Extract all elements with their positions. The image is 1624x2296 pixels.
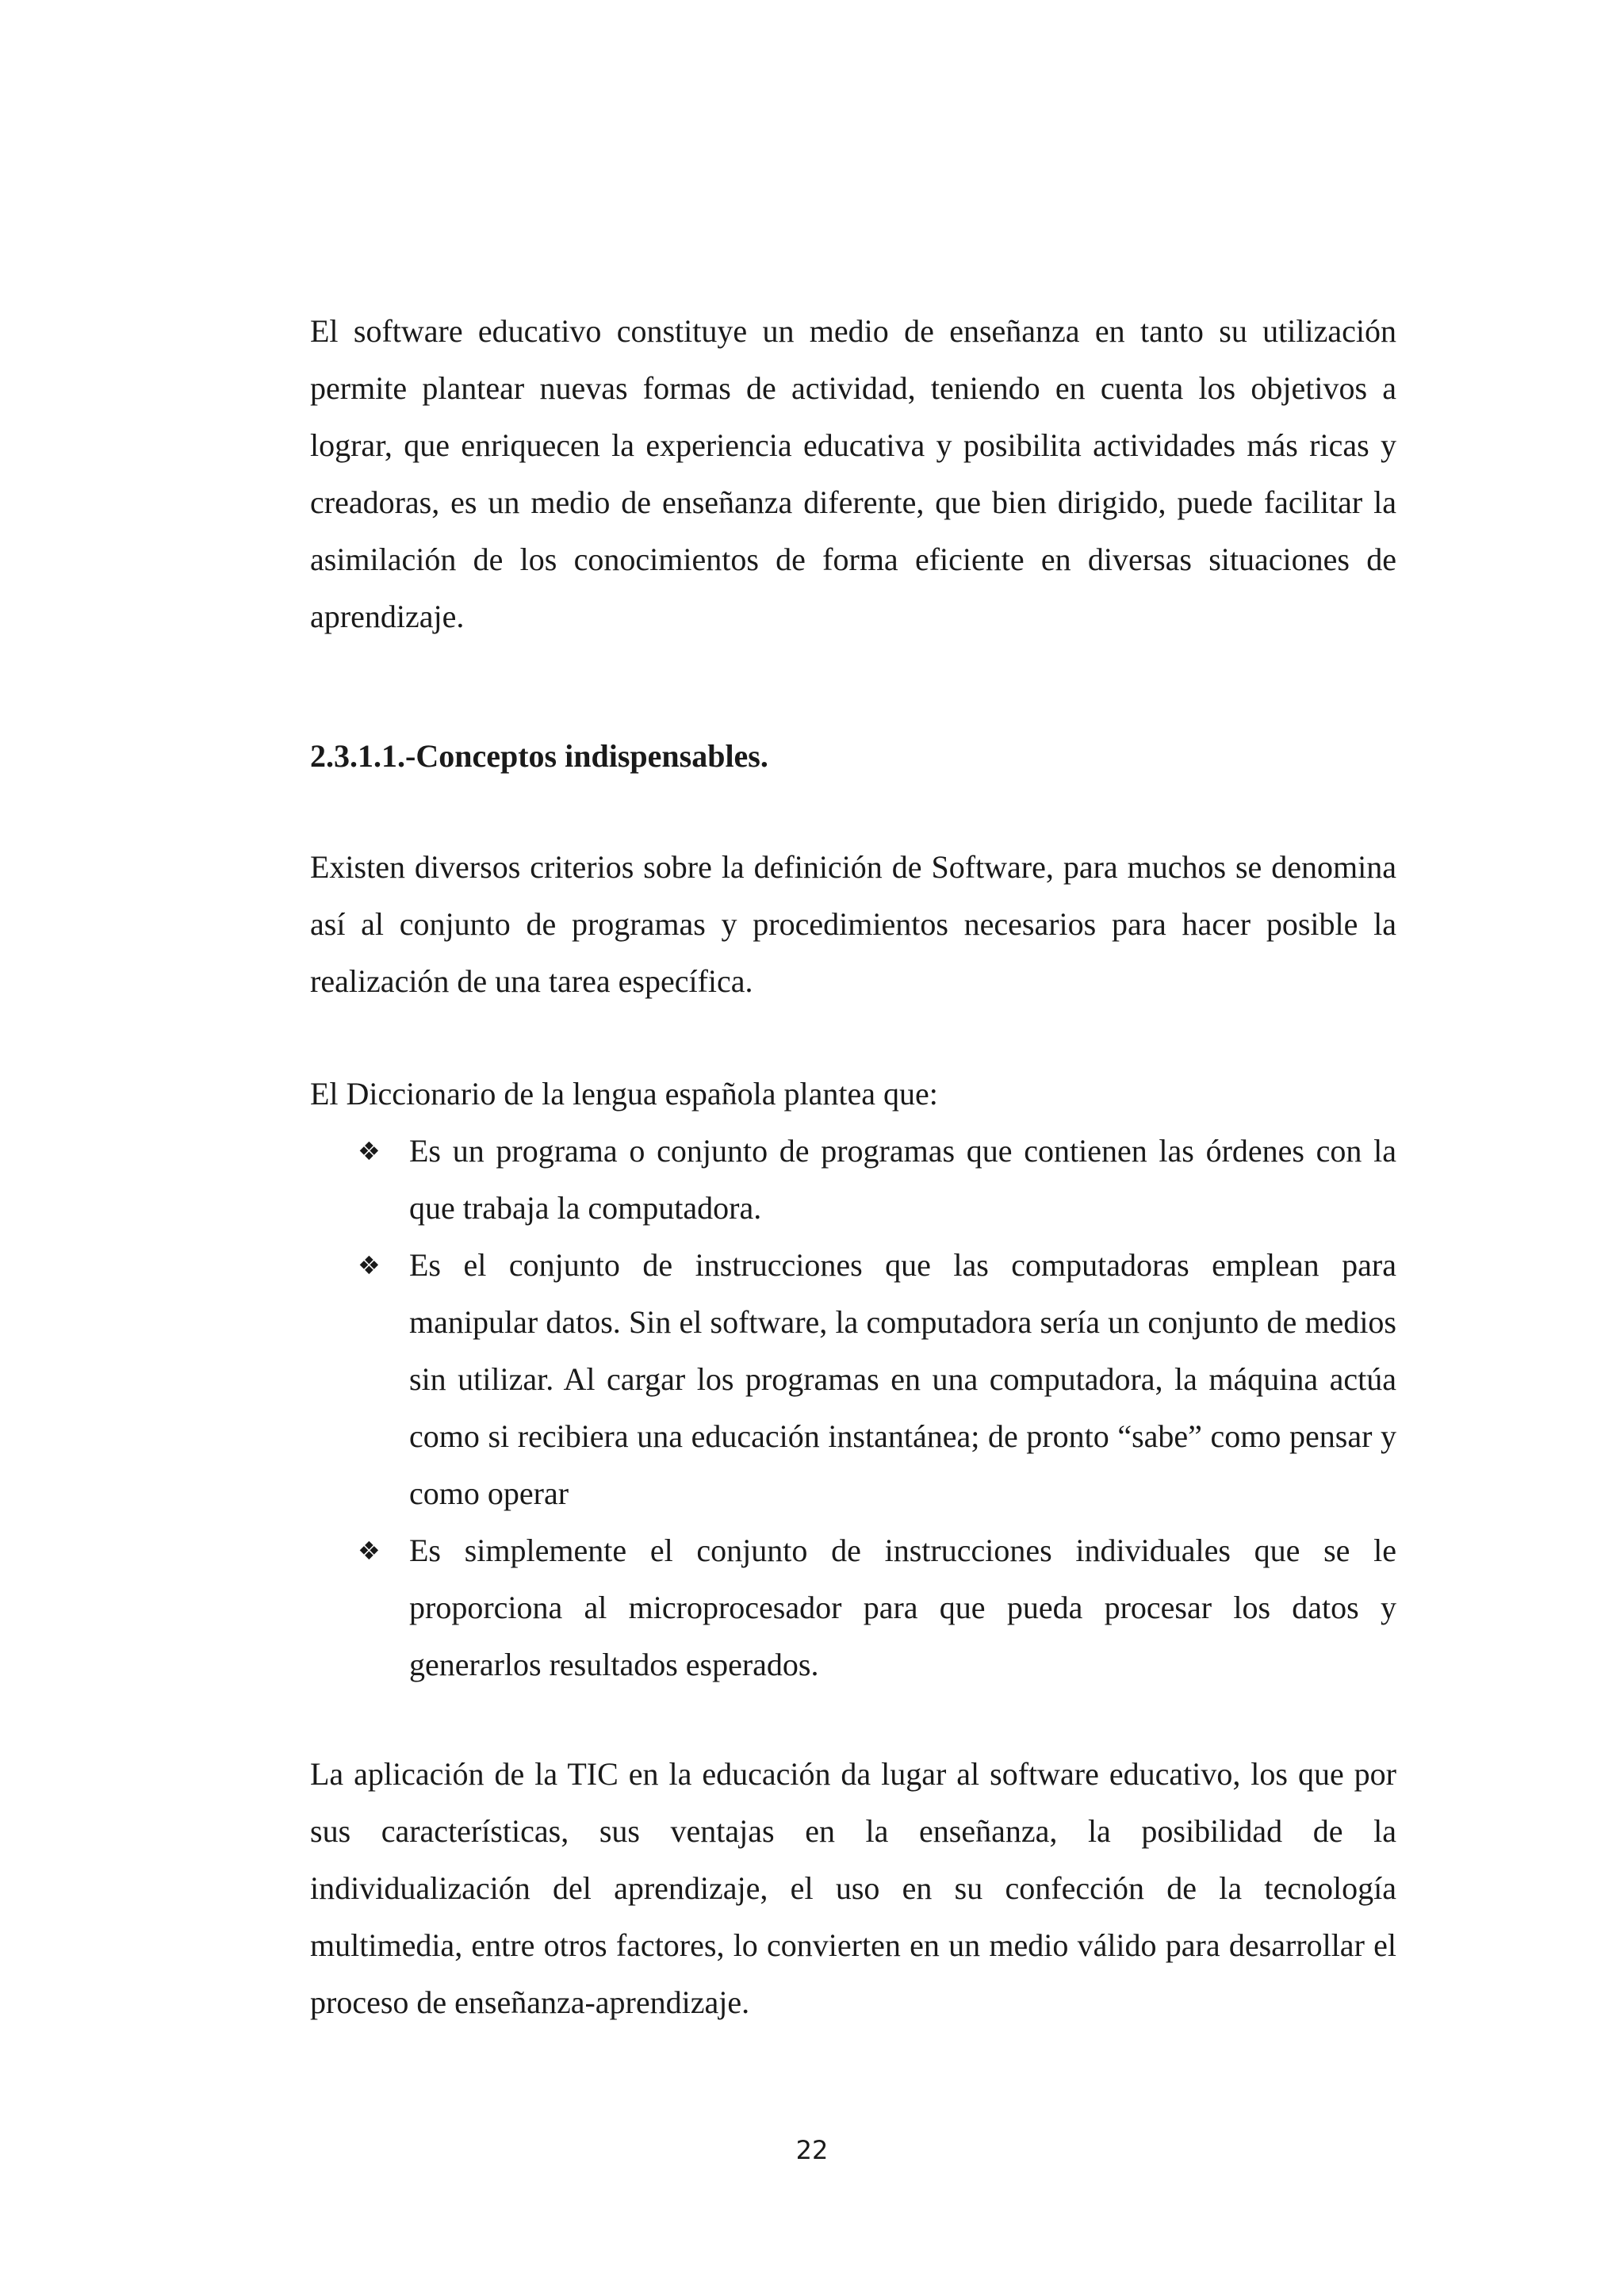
section-heading-block <box>310 728 1396 785</box>
diamond-bullet-icon: ❖ <box>358 1250 381 1280</box>
paragraph-text: Existen diversos criterios sobre la definición de Software, para muchos se denomina así al conjunto de programas y procedimientos necesarios para hacer posible la realización de una tarea específica. <box>310 849 1396 999</box>
list-item <box>310 1522 1396 1693</box>
diamond-bullet-icon: ❖ <box>358 1136 381 1166</box>
list-intro: El Diccionario de la lengua española plantea que: <box>310 1076 938 1112</box>
list-intro-block <box>310 1066 1396 1123</box>
definition-list <box>310 1123 1396 1693</box>
paragraph-aplicacion-tic <box>310 1746 1396 2031</box>
list-item <box>310 1237 1396 1522</box>
paragraph-text: El software educativo constituye un medio de enseñanza en tanto su utilización permite plantear nuevas formas de actividad, teniendo en cuenta los objetivos a lograr, que enriquecen la experiencia educativa y posibilita actividades más ricas y creadoras, es un medio de enseñanza diferente, que bien dirigido, puede facilitar la asimilación de los conocimientos de forma eficiente en diversas situaciones de aprendizaje. <box>310 313 1396 634</box>
paragraph-text: La aplicación de la TIC en la educación da lugar al software educativo, los que por sus características, sus ventajas en la enseñanza, la posibilidad de la individualización del aprendizaje, el uso en su confección de la tecnología multimedia, entre otros factores, lo convierten en un medio válido para desarrollar el proceso de enseñanza-aprendizaje. <box>310 1756 1396 2020</box>
page-number: 22 <box>795 2135 829 2165</box>
paragraph-definicion-software <box>310 839 1396 1010</box>
list-item <box>310 1123 1396 1237</box>
paragraph-software-educativo <box>310 303 1396 645</box>
section-heading: 2.3.1.1.-Conceptos indispensables. <box>310 738 768 774</box>
diamond-bullet-icon: ❖ <box>358 1536 381 1566</box>
list-item-text: Es el conjunto de instrucciones que las computadoras emplean para manipular datos. Sin el software, la computadora sería un conjunto de medios sin utilizar. Al cargar los programas en una computadora, la máquina actúa como si recibiera una educación instantánea; de pronto “sabe” como pensar y como operar <box>409 1247 1396 1511</box>
list-item-text: Es simplemente el conjunto de instrucciones individuales que se le proporciona al microprocesador para que pueda procesar los datos y generarlos resultados esperados. <box>409 1533 1396 1682</box>
list-item-text: Es un programa o conjunto de programas que contienen las órdenes con la que trabaja la computadora. <box>409 1133 1396 1226</box>
